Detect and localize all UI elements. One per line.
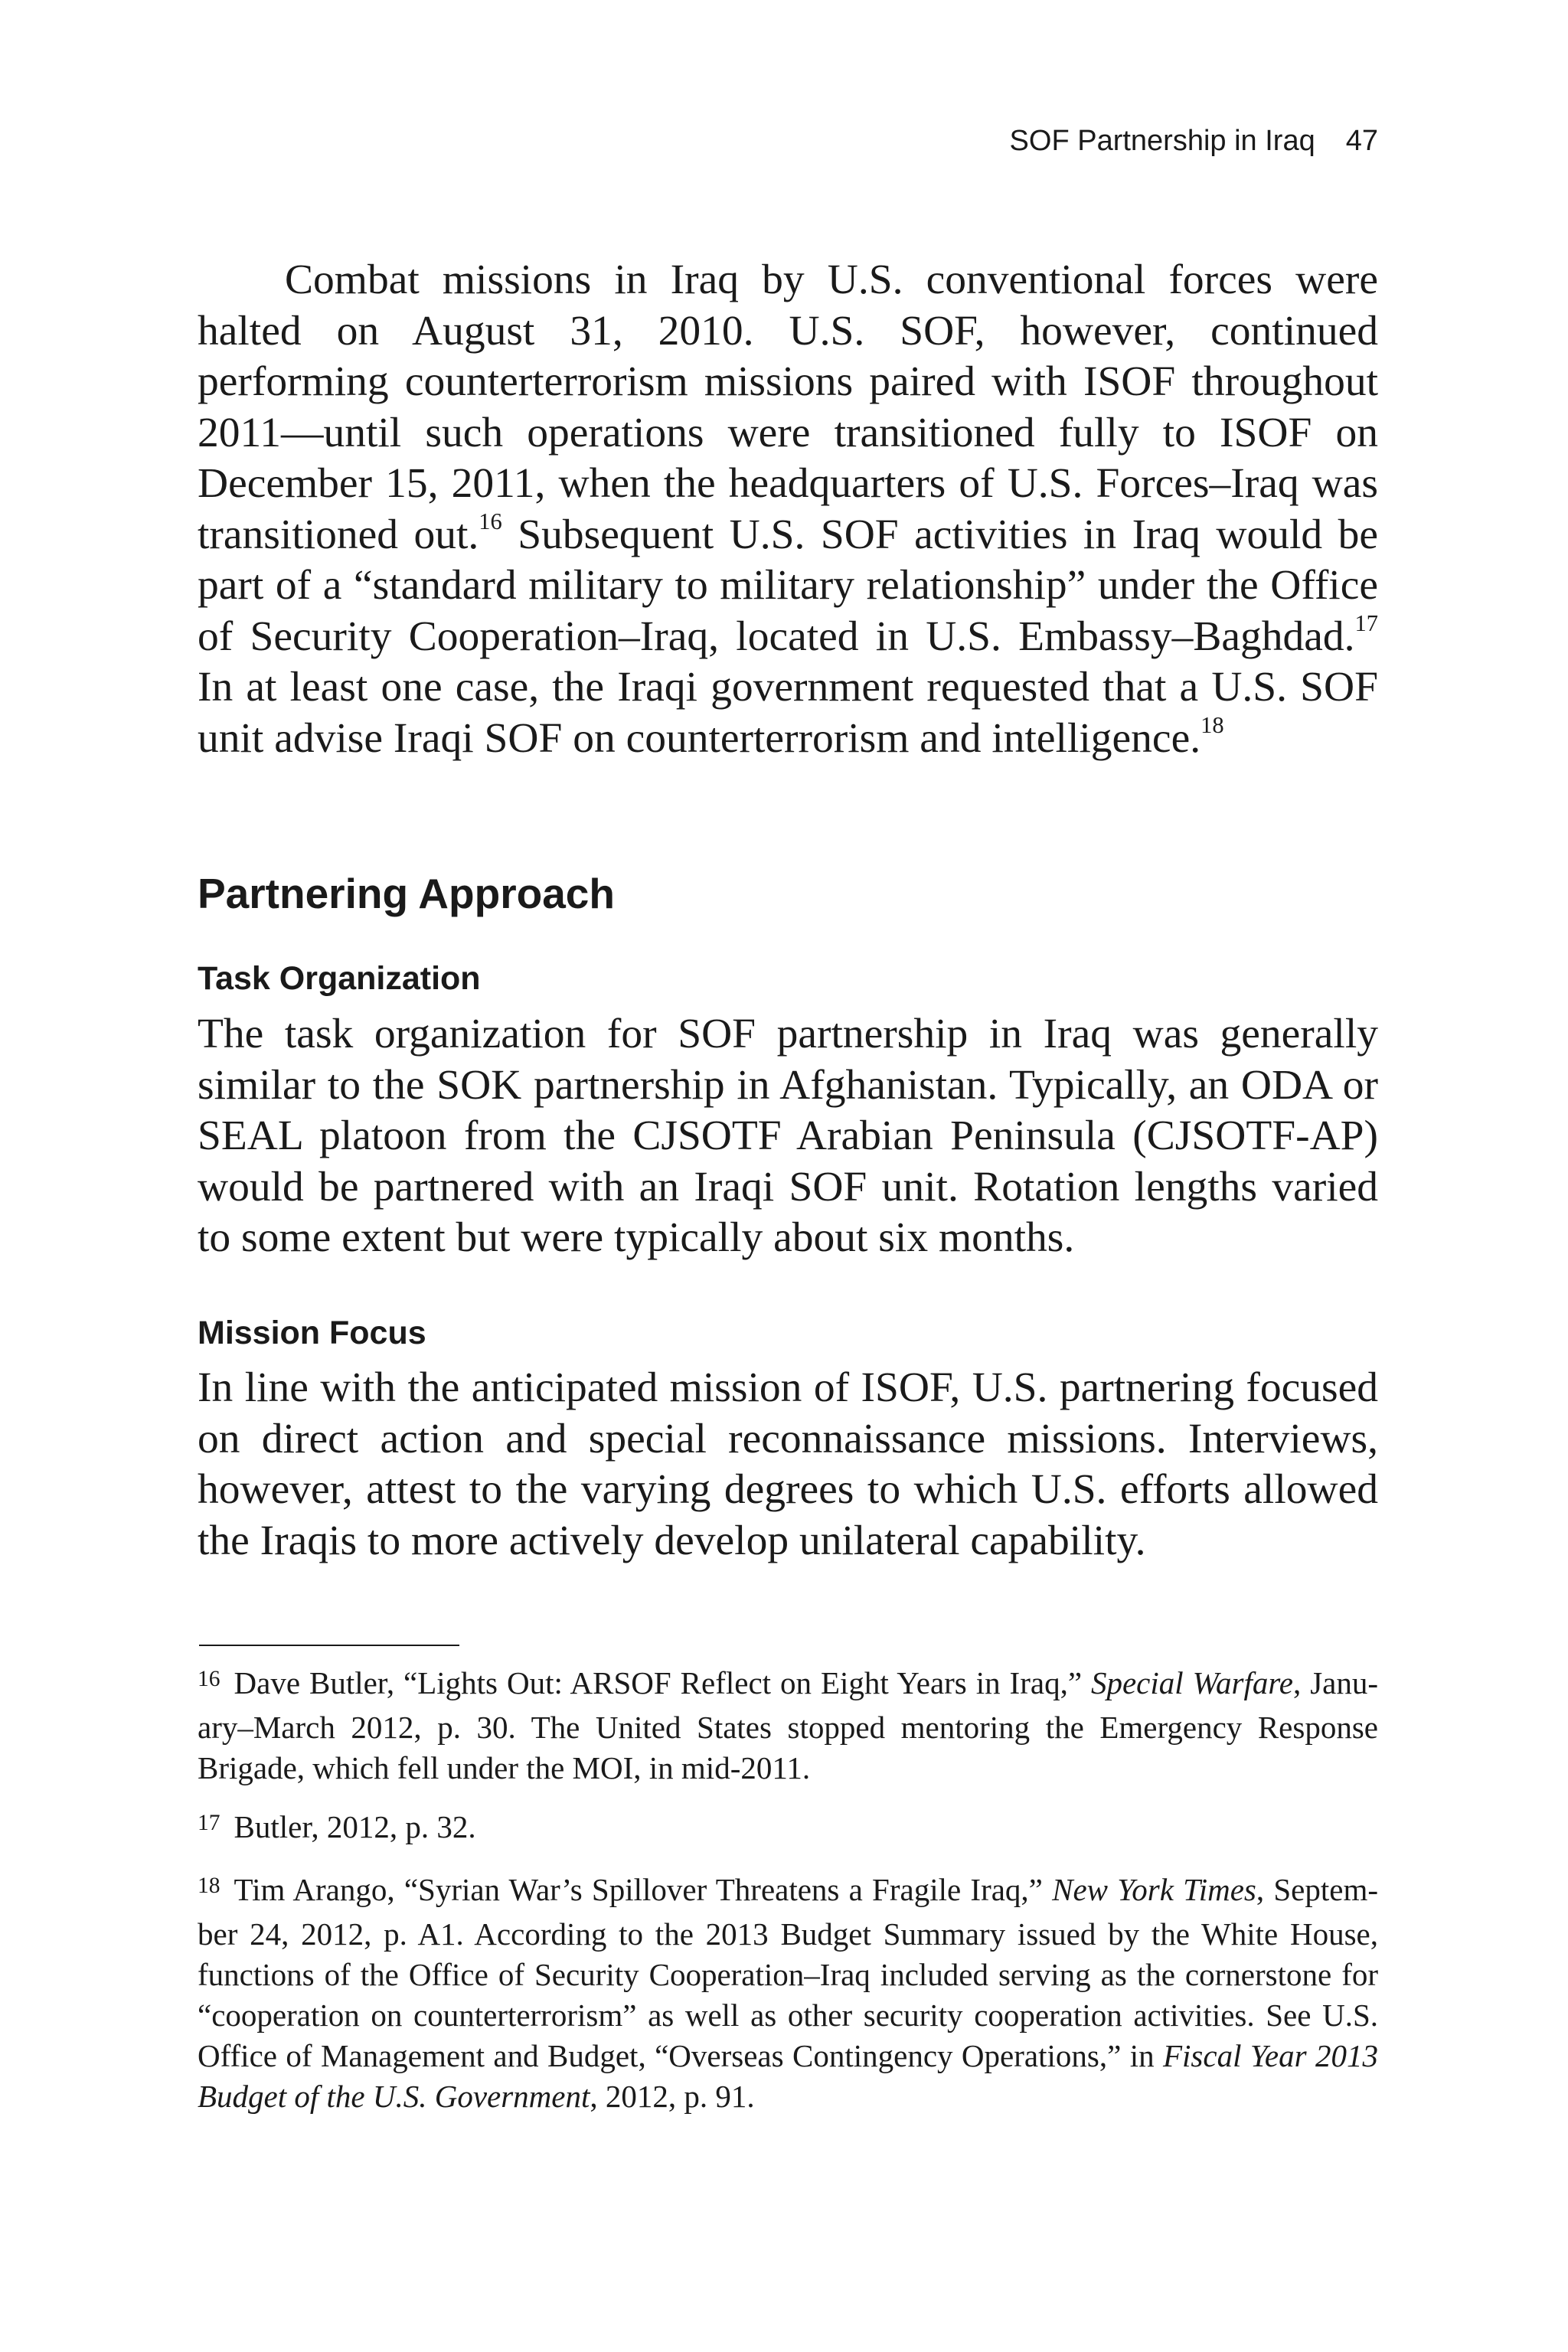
footnote-italic-title: Special Warfare (1090, 1665, 1293, 1700)
footnote-18 (198, 1870, 1378, 2117)
footnote-text: , 2012, p. 91. (590, 2079, 755, 2114)
footnote-text: Butler, 2012, p. 32. (234, 1809, 476, 1844)
footnote-italic-title: New York Times (1052, 1872, 1256, 1907)
footnote-ref-17[interactable]: 17 (1354, 610, 1378, 637)
body-paragraph-intro (198, 255, 1378, 764)
footnote-number: 16 (198, 1666, 220, 1691)
footnote-number: 18 (198, 1873, 220, 1898)
footnote-ref-18[interactable]: 18 (1200, 712, 1224, 739)
body-paragraph-task-organization: The task organization for SOF partnership in Iraq was generally similar to the SOK partnership in Afghanistan. Typically, an ODA or SEAL platoon from the CJSOTF Arabian Peninsula (CJSOTF-AP) would be partnered with an Iraqi SOF unit. Rotation lengths varied to some extent but were typically about six months. (198, 1011, 1378, 1261)
subsection-heading-task-organization: Task Organization (198, 960, 481, 997)
footnote-italic-title: Fiscal Year 2013 Budget of the U.S. Government (198, 2038, 1379, 2114)
footnote-text: , January–March 2012, p. 30. The United States stopped mentoring the Emergency Response Brigade, which fell under the MOI, in mid-2011. (198, 1665, 1379, 1785)
running-head (199, 122, 1378, 159)
section-heading: Partnering Approach (198, 870, 615, 917)
subsection-heading-mission-focus: Mission Focus (198, 1315, 426, 1351)
paragraph-text: Subsequent U.S. SOF activities in Iraq would be part of a “standard military to military relationship” under the Office of Security Cooperation–Iraq, located in U.S. Embassy–Baghdad. (198, 511, 1378, 660)
footnote-text: Tim Arango, “Syrian War’s Spillover Threatens a Fragile Iraq,” (234, 1872, 1053, 1907)
running-head-title: SOF Partnership in Iraq (1009, 125, 1315, 157)
footnote-text: Dave Butler, “Lights Out: ARSOF Reflect on Eight Years in Iraq,” (234, 1665, 1091, 1700)
paragraph-text: In at least one case, the Iraqi government requested that a U.S. SOF unit advise Iraqi SOF on counterterrorism and intelligence. (198, 664, 1378, 762)
footnote-number: 17 (198, 1810, 220, 1835)
footnote-text: , September 24, 2012, p. A1. According to the 2013 Budget Summary issued by the White House, functions of the Office of Security Cooperation–Iraq included serving as the cornerstone for “cooperation on counterterrorism” as well as other security cooperation activities. See U.S. Office of Management and Budget, “Overseas Contingency Operations,” in (198, 1872, 1378, 2073)
footnotes (198, 1663, 1378, 2135)
footnote-ref-16[interactable]: 16 (479, 508, 502, 535)
paragraph-text: Combat missions in Iraq by U.S. conventional forces were halted on August 31, 2010. U.S. SOF, however, continued performing counterterrorism missions paired with ISOF throughout 2011—until such operations were transitioned fully to ISOF on December 15, 2011, when the headquarters of U.S. Forces–Iraq was transitioned out. (198, 256, 1378, 558)
body-paragraph-mission-focus: In line with the anticipated mission of ISOF, U.S. partnering focused on direct action and special reconnaissance missions. Interviews, however, attest to the varying degrees to which U.S. efforts allowed the Iraqis to more actively develop unilateral capability. (198, 1364, 1378, 1564)
page-number: 47 (1345, 125, 1378, 157)
footnote-16 (198, 1663, 1378, 1788)
footnote-17 (198, 1807, 1378, 1851)
footnote-divider (199, 1645, 459, 1646)
